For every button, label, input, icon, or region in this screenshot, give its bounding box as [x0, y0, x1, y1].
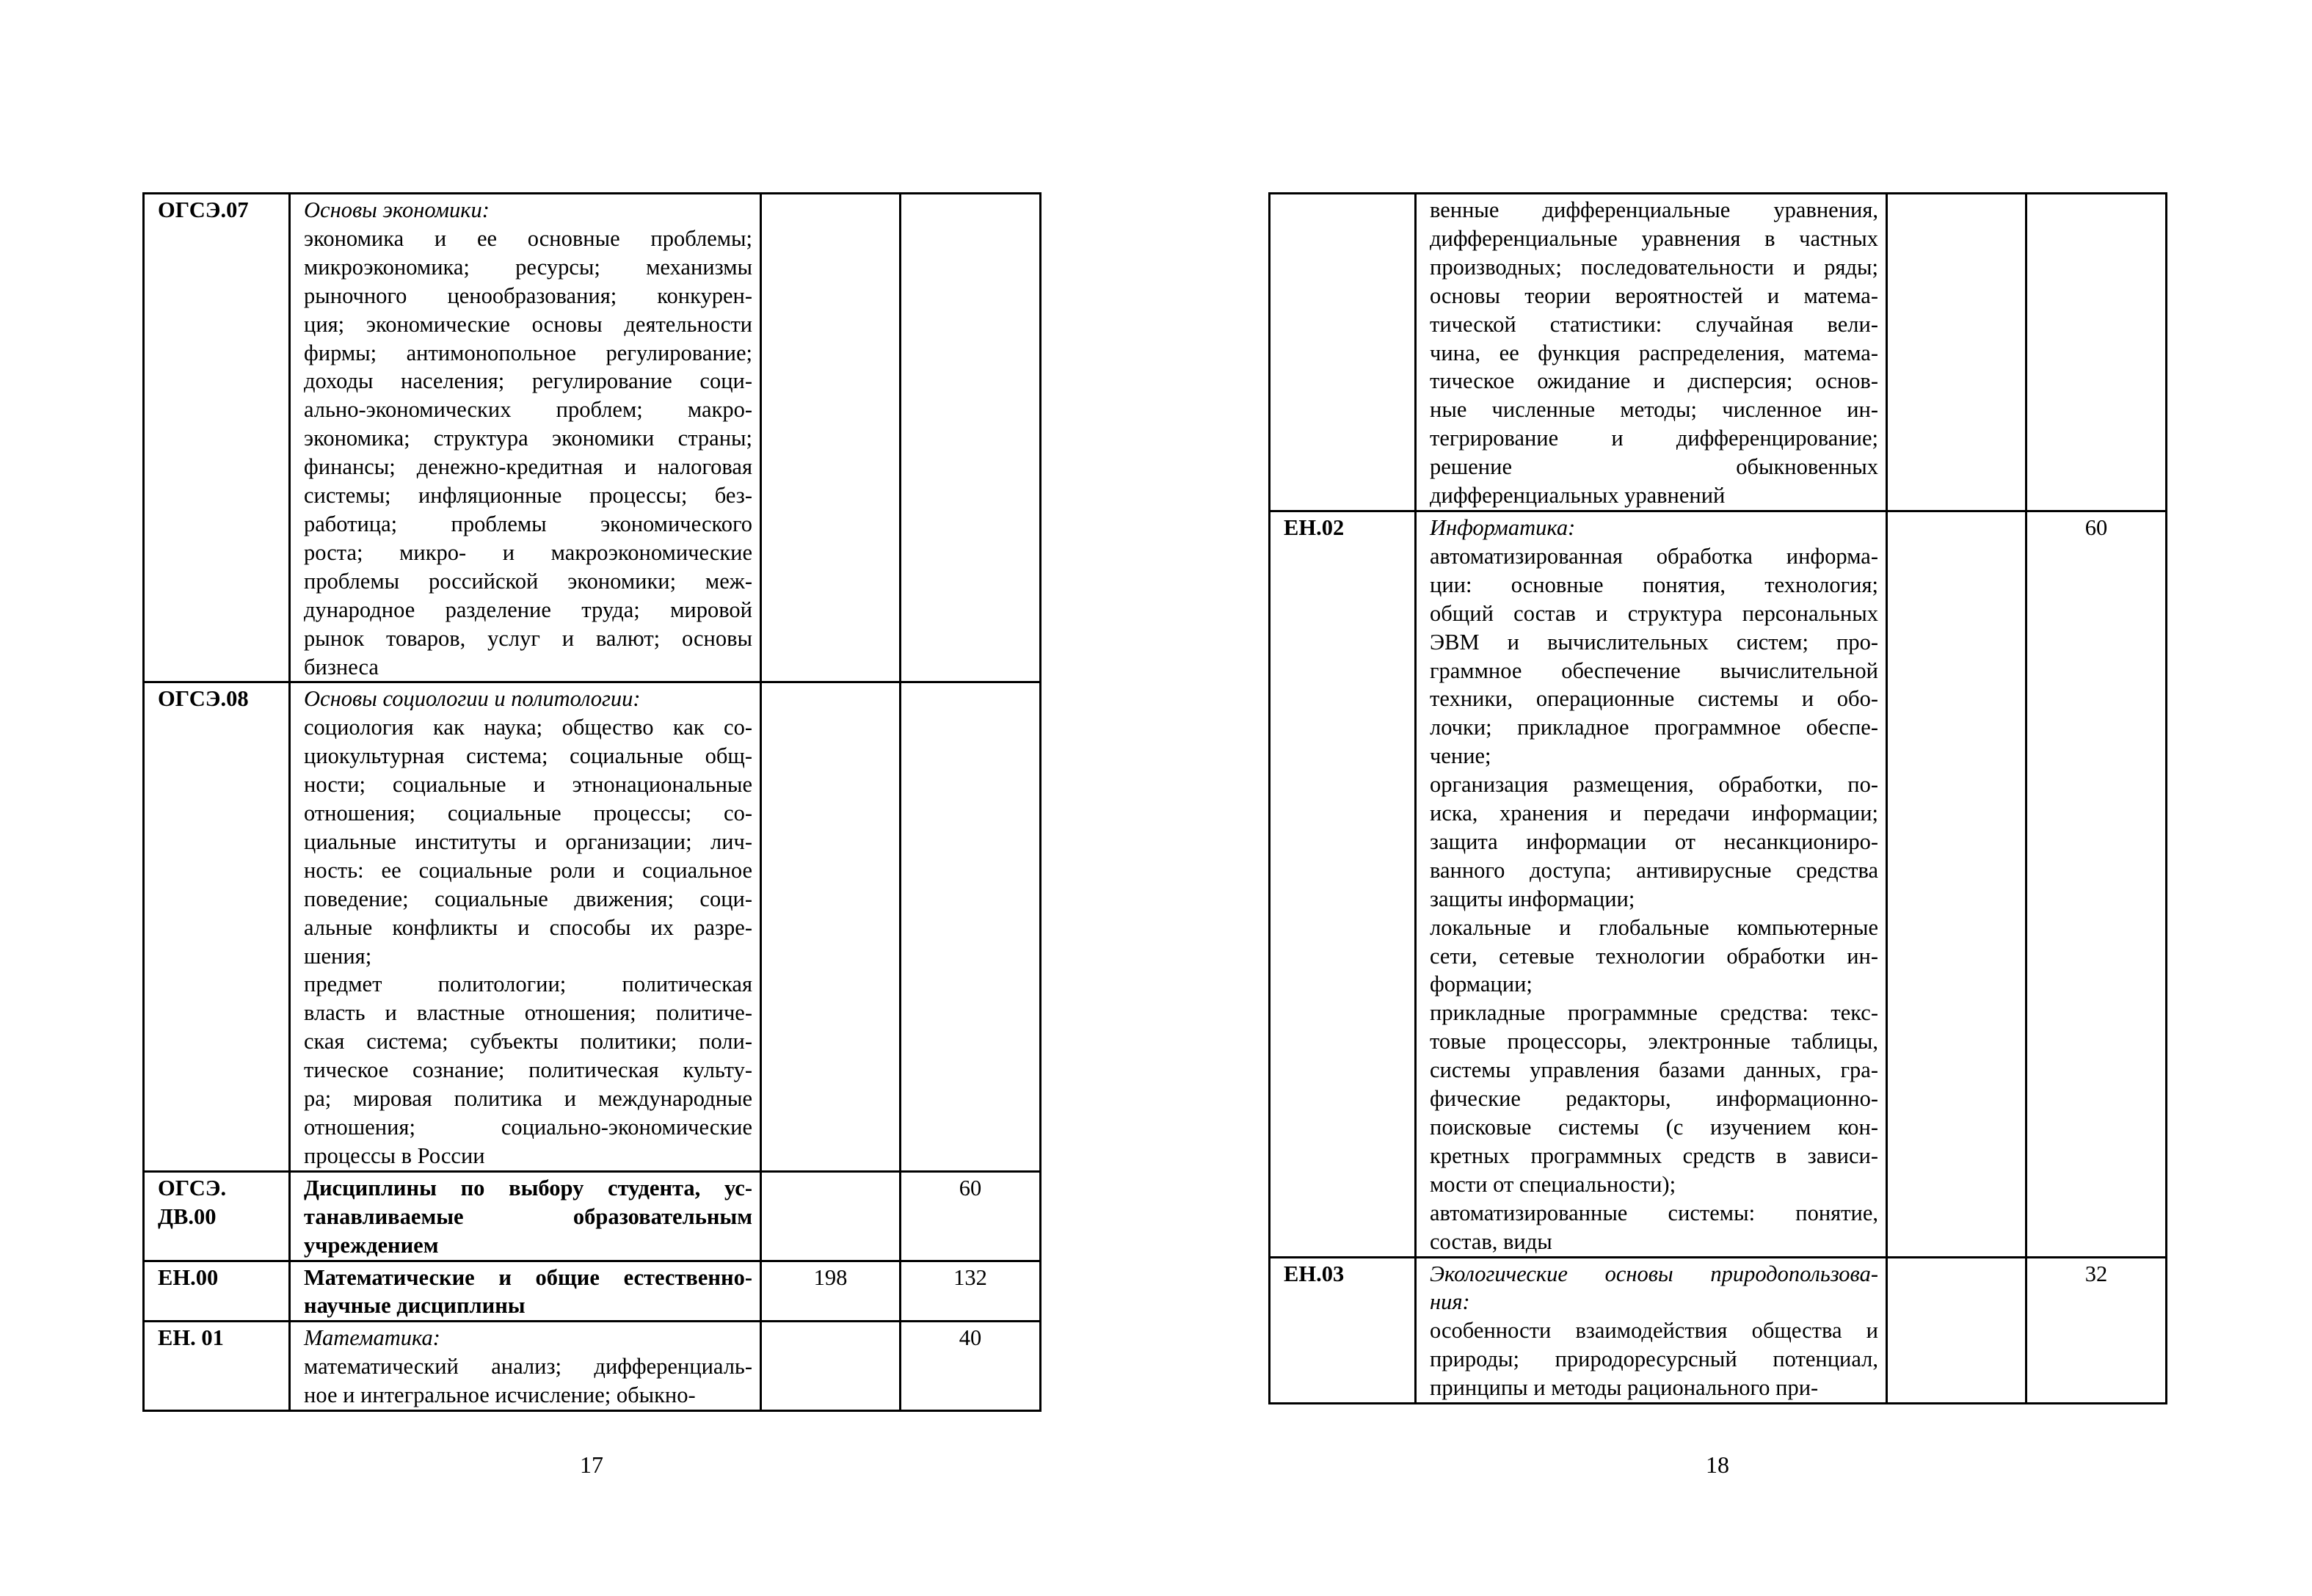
discipline-content-line: системы управления базами данных, гра- [1430, 1057, 1878, 1083]
discipline-content-line: фирмы; антимонопольное регулирование; [304, 340, 752, 365]
discipline-content-line: венные дифференциальные уравнения, [1430, 197, 1878, 222]
discipline-content-line: дународное разделение труда; мировой [304, 597, 752, 622]
discipline-title-line: Экологические основы природопользова- [1430, 1261, 1878, 1286]
discipline-code: ОГСЭ.07 [144, 194, 290, 682]
discipline-description [1416, 194, 1887, 511]
discipline-content-line: тегрирование и дифференцирование; [1430, 426, 1878, 451]
discipline-description [1416, 511, 1887, 1257]
max-load-hours [1887, 511, 2026, 1257]
classroom-hours: 60 [2026, 511, 2167, 1257]
discipline-content-line: основы теории вероятностей и матема- [1430, 283, 1878, 308]
discipline-group-title-line: Дисциплины по выбору студента, ус- [304, 1175, 752, 1200]
discipline-content-line: природы; природоресурсный потенциал, [1430, 1347, 1878, 1372]
discipline-content-line: прикладные программные средства: текс- [1430, 1000, 1878, 1026]
discipline-description [1416, 1257, 1887, 1404]
discipline-description [290, 194, 761, 682]
discipline-code: ЕН.00 [144, 1261, 290, 1322]
discipline-code: ЕН.02 [1270, 511, 1416, 1257]
curriculum-table-right [1268, 192, 2167, 1404]
discipline-content-line: иска, хранения и передачи информации; [1430, 801, 1878, 826]
discipline-group-title-line: Математические и общие естественно- [304, 1264, 752, 1290]
discipline-content-line: решение обыкновенных [1430, 454, 1878, 480]
discipline-content-line: циальные институты и организации; лич- [304, 828, 752, 854]
discipline-content-line: отношения; социальные процессы; со- [304, 801, 752, 826]
discipline-content-line: граммное обеспечение вычислительной [1430, 657, 1878, 683]
discipline-content-line: ально-экономических проблем; макро- [304, 397, 752, 423]
discipline-content-line: экономика и ее основные проблемы; [304, 225, 752, 251]
discipline-content-line: отношения; социально-экономические [304, 1115, 752, 1140]
left-page [142, 192, 1039, 1412]
discipline-content-line: принципы и методы рационального при- [1430, 1375, 1819, 1401]
discipline-content-line: роста; микро- и макроэкономические [304, 539, 752, 565]
discipline-content-line: власть и властные отношения; политиче- [304, 1000, 752, 1026]
discipline-content-line: проблемы российской экономики; меж- [304, 568, 752, 594]
discipline-content-line: работица; проблемы экономического [304, 511, 752, 536]
discipline-content-line: доходы населения; регулирование соци- [304, 368, 752, 394]
discipline-content-line: чина, ее функция распределения, матема- [1430, 340, 1878, 365]
page-number-left: 17 [580, 1451, 603, 1478]
discipline-content-line: автоматизированные системы: понятие, [1430, 1200, 1878, 1225]
discipline-code [144, 1171, 290, 1261]
table-row [144, 194, 1041, 682]
discipline-group-title-line: учреждением [304, 1232, 439, 1258]
discipline-content-line: экономика; структура экономики страны; [304, 426, 752, 451]
discipline-content-line: математический анализ; дифференциаль- [304, 1354, 752, 1380]
discipline-content-line: шения; [304, 943, 372, 969]
classroom-hours [2026, 194, 2167, 511]
discipline-content-line: защиты информации; [1430, 886, 1635, 911]
discipline-content-line: поисковые системы (с изучением кон- [1430, 1115, 1878, 1140]
discipline-content-line: общий состав и структура персональных [1430, 600, 1878, 626]
discipline-title-line: ния: [1430, 1289, 1470, 1315]
discipline-content-line: поведение; социальные движения; соци- [304, 886, 752, 911]
discipline-code-line: ОГСЭ. [158, 1175, 227, 1200]
discipline-title: Основы социологии и политологии: [304, 686, 641, 712]
discipline-content-line: финансы; денежно-кредитная и налоговая [304, 454, 752, 480]
discipline-content-line: ности; социальные и этнонациональные [304, 772, 752, 798]
discipline-content-line: ные численные методы; численное ин- [1430, 397, 1878, 423]
discipline-content-line: ное и интегральное исчисление; обыкно- [304, 1382, 696, 1408]
classroom-hours: 132 [901, 1261, 1041, 1322]
discipline-content-line: рынок товаров, услуг и валют; основы [304, 625, 752, 651]
discipline-content-line: особенности взаимодействия общества и [1430, 1318, 1878, 1344]
discipline-content-line: бизнеса [304, 654, 379, 679]
discipline-code: ЕН.03 [1270, 1257, 1416, 1404]
table-row [144, 682, 1041, 1171]
discipline-content-line: лочки; прикладное программное обеспе- [1430, 715, 1878, 740]
table-row [144, 1171, 1041, 1261]
max-load-hours [761, 194, 901, 682]
discipline-content-line: организация размещения, обработки, по- [1430, 772, 1878, 798]
discipline-content-line: защита информации от несанкциониро- [1430, 828, 1878, 854]
discipline-content-line: ность: ее социальные роли и социальное [304, 857, 752, 883]
max-load-hours [761, 682, 901, 1171]
discipline-code: ОГСЭ.08 [144, 682, 290, 1171]
discipline-content-line: дифференциальных уравнений [1430, 483, 1726, 509]
max-load-hours [761, 1171, 901, 1261]
discipline-content-line: альные конфликты и способы их разре- [304, 914, 752, 940]
discipline-content-line: сети, сетевые технологии обработки ин- [1430, 943, 1878, 969]
discipline-description [290, 682, 761, 1171]
discipline-content-line: рыночного ценообразования; конкурен- [304, 283, 752, 308]
discipline-content-line: техники, операционные системы и обо- [1430, 686, 1878, 712]
discipline-title: Информатика: [1430, 514, 1576, 540]
discipline-content-line: ская система; субъекты политики; поли- [304, 1029, 752, 1054]
discipline-code: ЕН. 01 [144, 1322, 290, 1411]
discipline-content-line: тической статистики: случайная вели- [1430, 311, 1878, 337]
max-load-hours: 198 [761, 1261, 901, 1322]
discipline-content-line: автоматизированная обработка информа- [1430, 543, 1878, 569]
discipline-description [290, 1171, 761, 1261]
discipline-content-line: тическое ожидание и дисперсия; основ- [1430, 368, 1878, 394]
max-load-hours [761, 1322, 901, 1411]
discipline-content-line: тическое сознание; политическая культу- [304, 1057, 752, 1083]
discipline-content-line: состав, виды [1430, 1228, 1552, 1254]
discipline-content-line: дифференциальные уравнения в частных [1430, 225, 1878, 251]
curriculum-table-left [142, 192, 1042, 1412]
max-load-hours [1887, 194, 2026, 511]
discipline-content-line: товые процессоры, электронные таблицы, [1430, 1029, 1878, 1054]
table-row [1270, 1257, 2167, 1404]
discipline-content-line: циокультурная система; социальные общ- [304, 743, 752, 769]
discipline-content-line: системы; инфляционные процессы; без- [304, 483, 752, 509]
discipline-content-line: ции: основные понятия, технология; [1430, 572, 1878, 597]
discipline-content-line: микроэкономика; ресурсы; механизмы [304, 254, 752, 280]
table-row [144, 1322, 1041, 1411]
discipline-content-line: процессы в России [304, 1143, 485, 1168]
max-load-hours [1887, 1257, 2026, 1404]
discipline-group-title-line: научные дисциплины [304, 1293, 526, 1319]
discipline-title: Основы экономики: [304, 197, 490, 222]
classroom-hours: 40 [901, 1322, 1041, 1411]
discipline-content-line: ция; экономические основы деятельности [304, 311, 752, 337]
discipline-code-line: ДВ.00 [158, 1203, 217, 1229]
discipline-description [290, 1322, 761, 1411]
discipline-group-title-line: танавливаемые образовательным [304, 1203, 752, 1229]
discipline-content-line: фические редакторы, информационно- [1430, 1086, 1878, 1112]
discipline-content-line: ванного доступа; антивирусные средства [1430, 857, 1878, 883]
discipline-title: Математика: [304, 1325, 440, 1351]
table-row [1270, 194, 2167, 511]
page-number-right: 18 [1706, 1451, 1729, 1478]
discipline-content-line: кретных программных средств в зависи- [1430, 1143, 1878, 1168]
discipline-content-line: предмет политологии; политическая [304, 972, 752, 997]
classroom-hours [901, 682, 1041, 1171]
discipline-content-line: социология как наука; общество как со- [304, 715, 752, 740]
discipline-content-line: ЭВМ и вычислительных систем; про- [1430, 629, 1878, 655]
table-row [1270, 511, 2167, 1257]
discipline-description [290, 1261, 761, 1322]
classroom-hours: 60 [901, 1171, 1041, 1261]
table-row [144, 1261, 1041, 1322]
discipline-content-line: локальные и глобальные компьютерные [1430, 914, 1878, 940]
discipline-content-line: производных; последовательности и ряды; [1430, 254, 1878, 280]
classroom-hours [901, 194, 1041, 682]
discipline-content-line: формации; [1430, 972, 1533, 997]
discipline-content-line: ра; мировая политика и международные [304, 1086, 752, 1112]
right-page [1268, 192, 2165, 1404]
discipline-content-line: чение; [1430, 743, 1491, 769]
classroom-hours: 32 [2026, 1257, 2167, 1404]
discipline-code [1270, 194, 1416, 511]
discipline-content-line: мости от специальности); [1430, 1171, 1676, 1197]
